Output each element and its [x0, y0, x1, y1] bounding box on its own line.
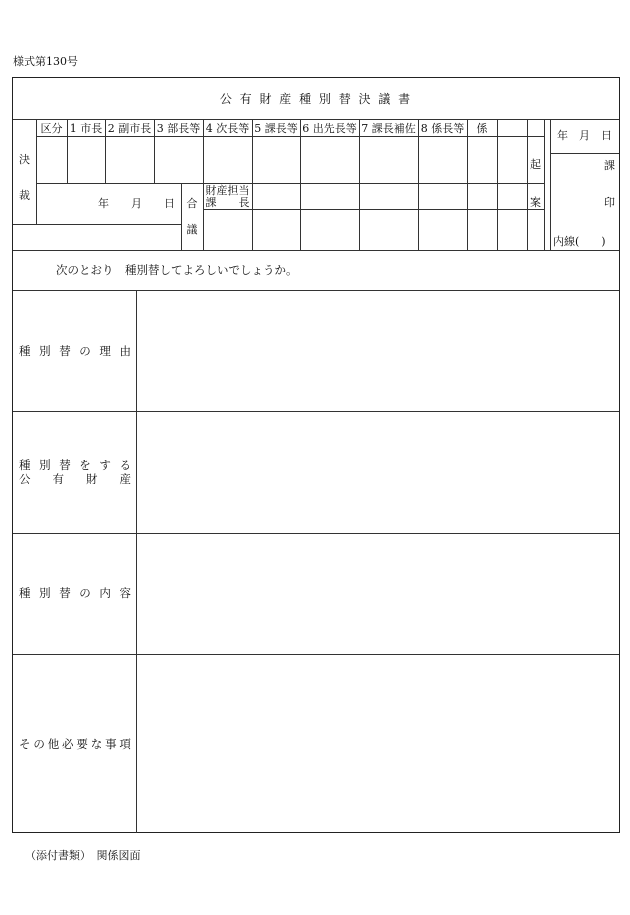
section-label-reason: 種 別 替 の 理 由: [19, 344, 131, 358]
attachments-note: （添付書類） 関係図面: [25, 849, 141, 862]
header-deputy-mayor: 2 副市長: [107, 122, 152, 135]
approval-date: 年 月 日: [98, 197, 175, 210]
header-director: 3 部長等: [156, 122, 201, 135]
section-label-property-line1: 種 別 替 を す る: [19, 458, 131, 472]
header-assistant-chief: 7 課長補佐: [361, 122, 416, 135]
kian-label: 起 案: [530, 158, 541, 209]
rule-statement-bottom: [13, 290, 619, 291]
kian-extension: 内線( ): [553, 235, 606, 248]
rule-col-5: [300, 119, 301, 250]
rule-col-8: [467, 119, 468, 250]
section-label-other: そ の 他 必 要 な 事 項: [19, 737, 131, 751]
rule-col-6: [359, 119, 360, 250]
rule-kian-date-bottom: [550, 153, 619, 154]
kian-ka: 課: [604, 159, 615, 172]
section-label-content: 種 別 替 の 内 容: [19, 586, 131, 600]
section-label-property-line2: 公 有 財 産: [19, 472, 131, 486]
header-mayor: 1 市長: [69, 122, 103, 135]
form-title: 公 有 財 産 種 別 替 決 議 書: [219, 92, 413, 106]
kacho-label: 課 長: [205, 196, 250, 209]
rule-zaisan-mid: [203, 209, 544, 210]
resolution-form-sheet: [12, 77, 620, 833]
kian-date: 年 月 日: [557, 129, 612, 142]
rule-section-label-right: [136, 290, 137, 833]
header-deputy-director: 4 次長等: [205, 122, 250, 135]
rule-col-7: [418, 119, 419, 250]
kian-seal: 印: [604, 196, 615, 209]
header-branch-chief: 6 出先長等: [302, 122, 357, 135]
zaisan-tanto-label: 財産担当: [205, 184, 250, 197]
rule-title-bottom: [13, 119, 619, 120]
form-number: 様式第130号: [13, 55, 78, 68]
rule-approval-bottom: [13, 250, 619, 251]
rule-section-3: [13, 654, 619, 655]
rule-col-9: [497, 119, 498, 250]
header-kubun: 区分: [40, 122, 63, 135]
rule-date-bottom: [13, 224, 181, 225]
header-staff: 係: [476, 122, 488, 135]
rule-section-1: [13, 411, 619, 412]
header-section-chief: 5 課長等: [254, 122, 298, 135]
rule-col-4: [252, 119, 253, 250]
gougi-label: 合 議: [186, 197, 198, 236]
rule-section-2: [13, 533, 619, 534]
rule-kian-left: [544, 119, 545, 250]
statement-text: 次のとおり 種別替してよろしいでしょうか。: [56, 263, 298, 277]
header-unit-chief: 8 係長等: [420, 122, 465, 135]
kessai-label: 決 裁: [19, 153, 30, 202]
